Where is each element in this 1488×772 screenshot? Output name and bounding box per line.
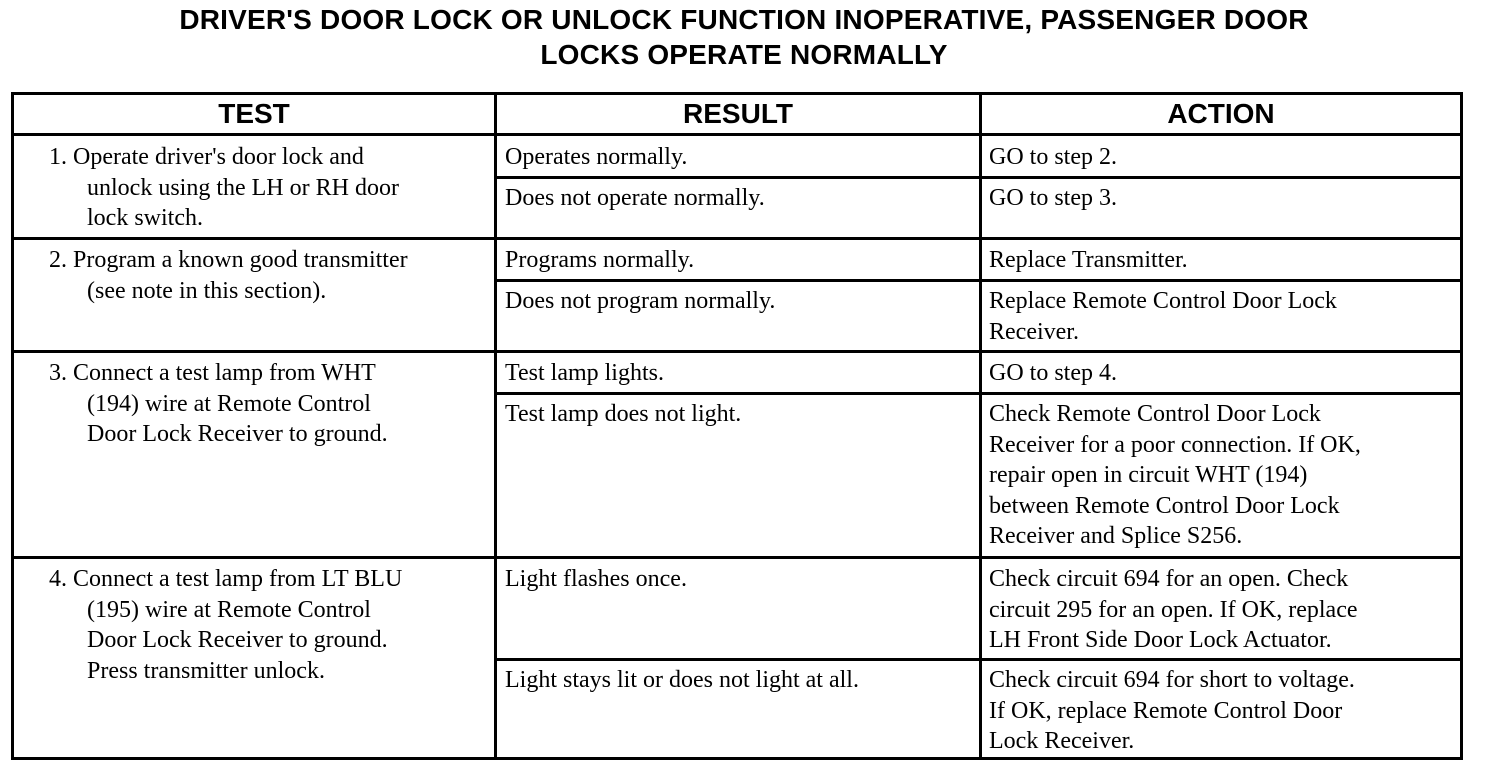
result-cell: Operates normally. — [505, 144, 688, 170]
sub-row-rule — [497, 392, 1460, 395]
test-line: (see note in this section). — [87, 277, 327, 304]
action-line: Replace Remote Control Door Lock — [989, 288, 1337, 314]
title-line-2: LOCKS OPERATE NORMALLY — [540, 39, 948, 70]
test-step-3 — [49, 358, 388, 450]
action-cell: GO to step 4. — [989, 360, 1117, 386]
result-cell: Programs normally. — [505, 247, 695, 273]
action-line: Receiver. — [989, 318, 1079, 345]
sub-row-rule — [497, 658, 1460, 661]
test-line: Door Lock Receiver to ground. — [87, 627, 388, 653]
action-cell: GO to step 2. — [989, 144, 1117, 170]
test-line: Operate driver's door lock and — [73, 144, 364, 170]
step-rule — [14, 237, 1460, 240]
step-number: 3. — [49, 360, 67, 386]
action-line: Lock Receiver. — [989, 728, 1135, 754]
test-line: Door Lock Receiver to ground. — [87, 421, 388, 447]
result-cell: Test lamp lights. — [505, 360, 664, 386]
test-line: (195) wire at Remote Control — [87, 596, 371, 623]
header-rule — [14, 133, 1460, 136]
diagnostic-table — [11, 92, 1463, 760]
test-line: Connect a test lamp from LT BLU — [73, 566, 403, 592]
result-cell: Does not operate normally. — [505, 185, 765, 211]
test-line: unlock using the LH or RH door — [87, 174, 399, 201]
action-line: LH Front Side Door Lock Actuator. — [989, 627, 1332, 653]
test-line: Program a known good transmitter — [73, 247, 408, 273]
action-cell — [989, 286, 1337, 347]
step-number: 4. — [49, 566, 67, 592]
sub-row-rule — [497, 176, 1460, 179]
test-line: (194) wire at Remote Control — [87, 390, 371, 417]
action-line: circuit 295 for an open. If OK, replace — [989, 596, 1358, 623]
step-number: 2. — [49, 247, 67, 273]
test-line: Press transmitter unlock. — [87, 657, 325, 684]
result-cell: Test lamp does not light. — [505, 401, 742, 427]
test-line: Connect a test lamp from WHT — [73, 360, 376, 386]
step-number: 1. — [49, 144, 67, 170]
action-line: Receiver for a poor connection. If OK, — [989, 431, 1361, 458]
test-step-1 — [49, 142, 399, 234]
action-cell — [989, 665, 1355, 757]
header-result: RESULT — [683, 98, 793, 129]
action-cell: GO to step 3. — [989, 185, 1117, 211]
action-line: If OK, replace Remote Control Door — [989, 697, 1343, 724]
action-line: repair open in circuit WHT (194) — [989, 462, 1308, 488]
test-step-2 — [49, 245, 408, 306]
action-cell — [989, 399, 1361, 552]
sub-row-rule — [497, 279, 1460, 282]
action-cell — [989, 564, 1358, 656]
action-line: Check circuit 694 for an open. Check — [989, 566, 1349, 592]
step-rule — [14, 350, 1460, 353]
page-title — [0, 2, 1488, 72]
test-line: lock switch. — [87, 205, 203, 231]
test-step-4 — [49, 564, 402, 686]
step-rule — [14, 556, 1460, 559]
action-line: Receiver and Splice S256. — [989, 523, 1243, 549]
result-cell: Light stays lit or does not light at all. — [505, 667, 859, 693]
result-cell: Light flashes once. — [505, 566, 687, 592]
action-cell: Replace Transmitter. — [989, 247, 1188, 273]
action-line: Check circuit 694 for short to voltage. — [989, 667, 1355, 693]
action-line: Check Remote Control Door Lock — [989, 401, 1321, 427]
header-test: TEST — [218, 98, 290, 129]
header-action: ACTION — [1167, 98, 1275, 129]
title-line-1: DRIVER'S DOOR LOCK OR UNLOCK FUNCTION INOPERATIVE, PASSENGER DOOR — [179, 4, 1309, 35]
action-line: between Remote Control Door Lock — [989, 492, 1340, 519]
result-cell: Does not program normally. — [505, 288, 776, 314]
